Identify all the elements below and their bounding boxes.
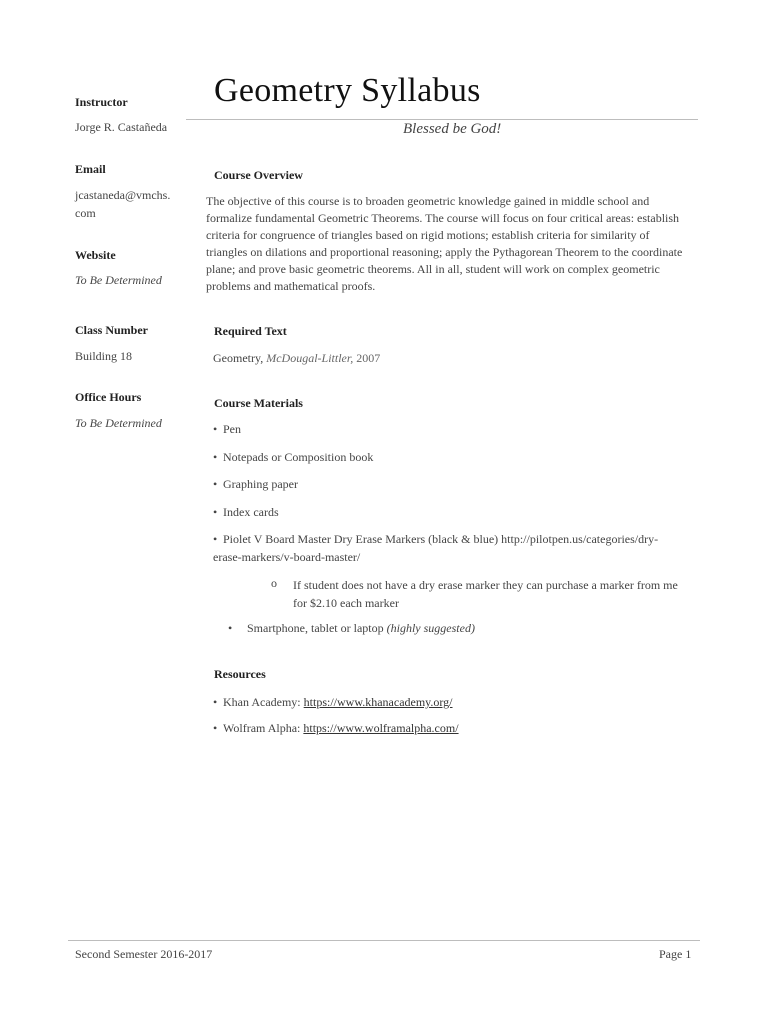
list-item — [213, 449, 373, 467]
bullet-icon: • — [213, 721, 218, 735]
material-smartphone-note: (highly suggested) — [386, 621, 475, 635]
class-number-value: Building 18 — [75, 349, 133, 363]
material-notepads: Notepads or Composition book — [223, 450, 374, 464]
instructor-name: Jorge R. Castañeda — [75, 120, 168, 134]
email-value-line1: jcastaneda@vmchs. — [75, 188, 171, 202]
material-pen: Pen — [223, 422, 241, 436]
page-title: Geometry Syllabus — [214, 72, 481, 109]
bullet-icon: • — [213, 450, 218, 464]
resource-label-wolfram: Wolfram Alpha: — [223, 721, 301, 735]
bullet-icon: • — [213, 695, 218, 709]
resource-label-khan: Khan Academy: — [223, 695, 301, 709]
list-item — [213, 531, 693, 566]
bullet-icon: • — [213, 532, 218, 546]
course-materials-heading: Course Materials — [214, 396, 303, 410]
class-number-label: Class Number — [75, 323, 149, 337]
footer-divider — [68, 940, 700, 941]
book-year: 2007 — [356, 351, 381, 365]
email-value-line2: com — [75, 206, 96, 220]
sub-bullet-line2: for $2.10 each marker — [293, 596, 399, 610]
required-text-heading: Required Text — [214, 324, 287, 338]
material-smartphone: Smartphone, tablet or laptop — [247, 621, 384, 635]
website-label: Website — [75, 248, 116, 262]
resources-heading: Resources — [214, 667, 266, 681]
book-title: Geometry, — [213, 351, 264, 365]
website-value: To Be Determined — [75, 273, 162, 287]
material-graphing-paper: Graphing paper — [223, 477, 298, 491]
bullet-icon: • — [213, 505, 218, 519]
list-item — [213, 720, 459, 738]
sub-bullet-icon: o — [271, 576, 277, 590]
office-hours-value: To Be Determined — [75, 416, 162, 430]
khan-academy-link[interactable]: https://www.khanacademy.org/ — [303, 695, 453, 709]
list-item — [247, 621, 475, 636]
email-label: Email — [75, 162, 106, 176]
material-index-cards: Index cards — [223, 505, 279, 519]
required-text-entry — [213, 351, 380, 366]
title-divider — [186, 119, 698, 120]
instructor-label: Instructor — [75, 95, 128, 109]
material-markers-line2: erase-markers/v-board-master/ — [213, 549, 361, 564]
course-overview-heading: Course Overview — [214, 168, 303, 182]
bullet-icon: • — [228, 621, 233, 635]
wolfram-alpha-link[interactable]: https://www.wolframalpha.com/ — [303, 721, 459, 735]
list-item — [213, 421, 241, 439]
tagline: Blessed be God! — [403, 121, 502, 137]
bullet-icon: • — [213, 422, 218, 436]
list-item — [213, 694, 453, 712]
list-item — [213, 504, 279, 522]
bullet-icon: • — [213, 477, 218, 491]
footer-semester: Second Semester 2016-2017 — [75, 947, 213, 961]
sub-bullet-line1: If student does not have a dry erase marker they can purchase a marker from me — [293, 578, 678, 592]
course-overview-text: The objective of this course is to broaden geometric knowledge gained in middle school and formalize fundamental Geometric Theorems. The course will focus on four critical areas: establish criteria for congruence of triangles based on rigid motions; establish criteria for similarity of triangles on dilations and proportional reasoning; apply the Pythagorean Theorem to the coordinate plane; and prove basic geometric theorems. All in all, student will work on complex geometric problems and mathematical proofs. — [206, 194, 683, 293]
sub-bullet-text — [293, 576, 678, 612]
book-publisher: McDougal-Littler, — [266, 351, 354, 365]
material-markers-line1: Piolet V Board Master Dry Erase Markers (black & blue) http://pilotpen.us/categories/dry- — [223, 532, 659, 546]
list-item — [213, 476, 298, 494]
footer-page-number: Page 1 — [659, 947, 692, 961]
office-hours-label: Office Hours — [75, 390, 142, 404]
